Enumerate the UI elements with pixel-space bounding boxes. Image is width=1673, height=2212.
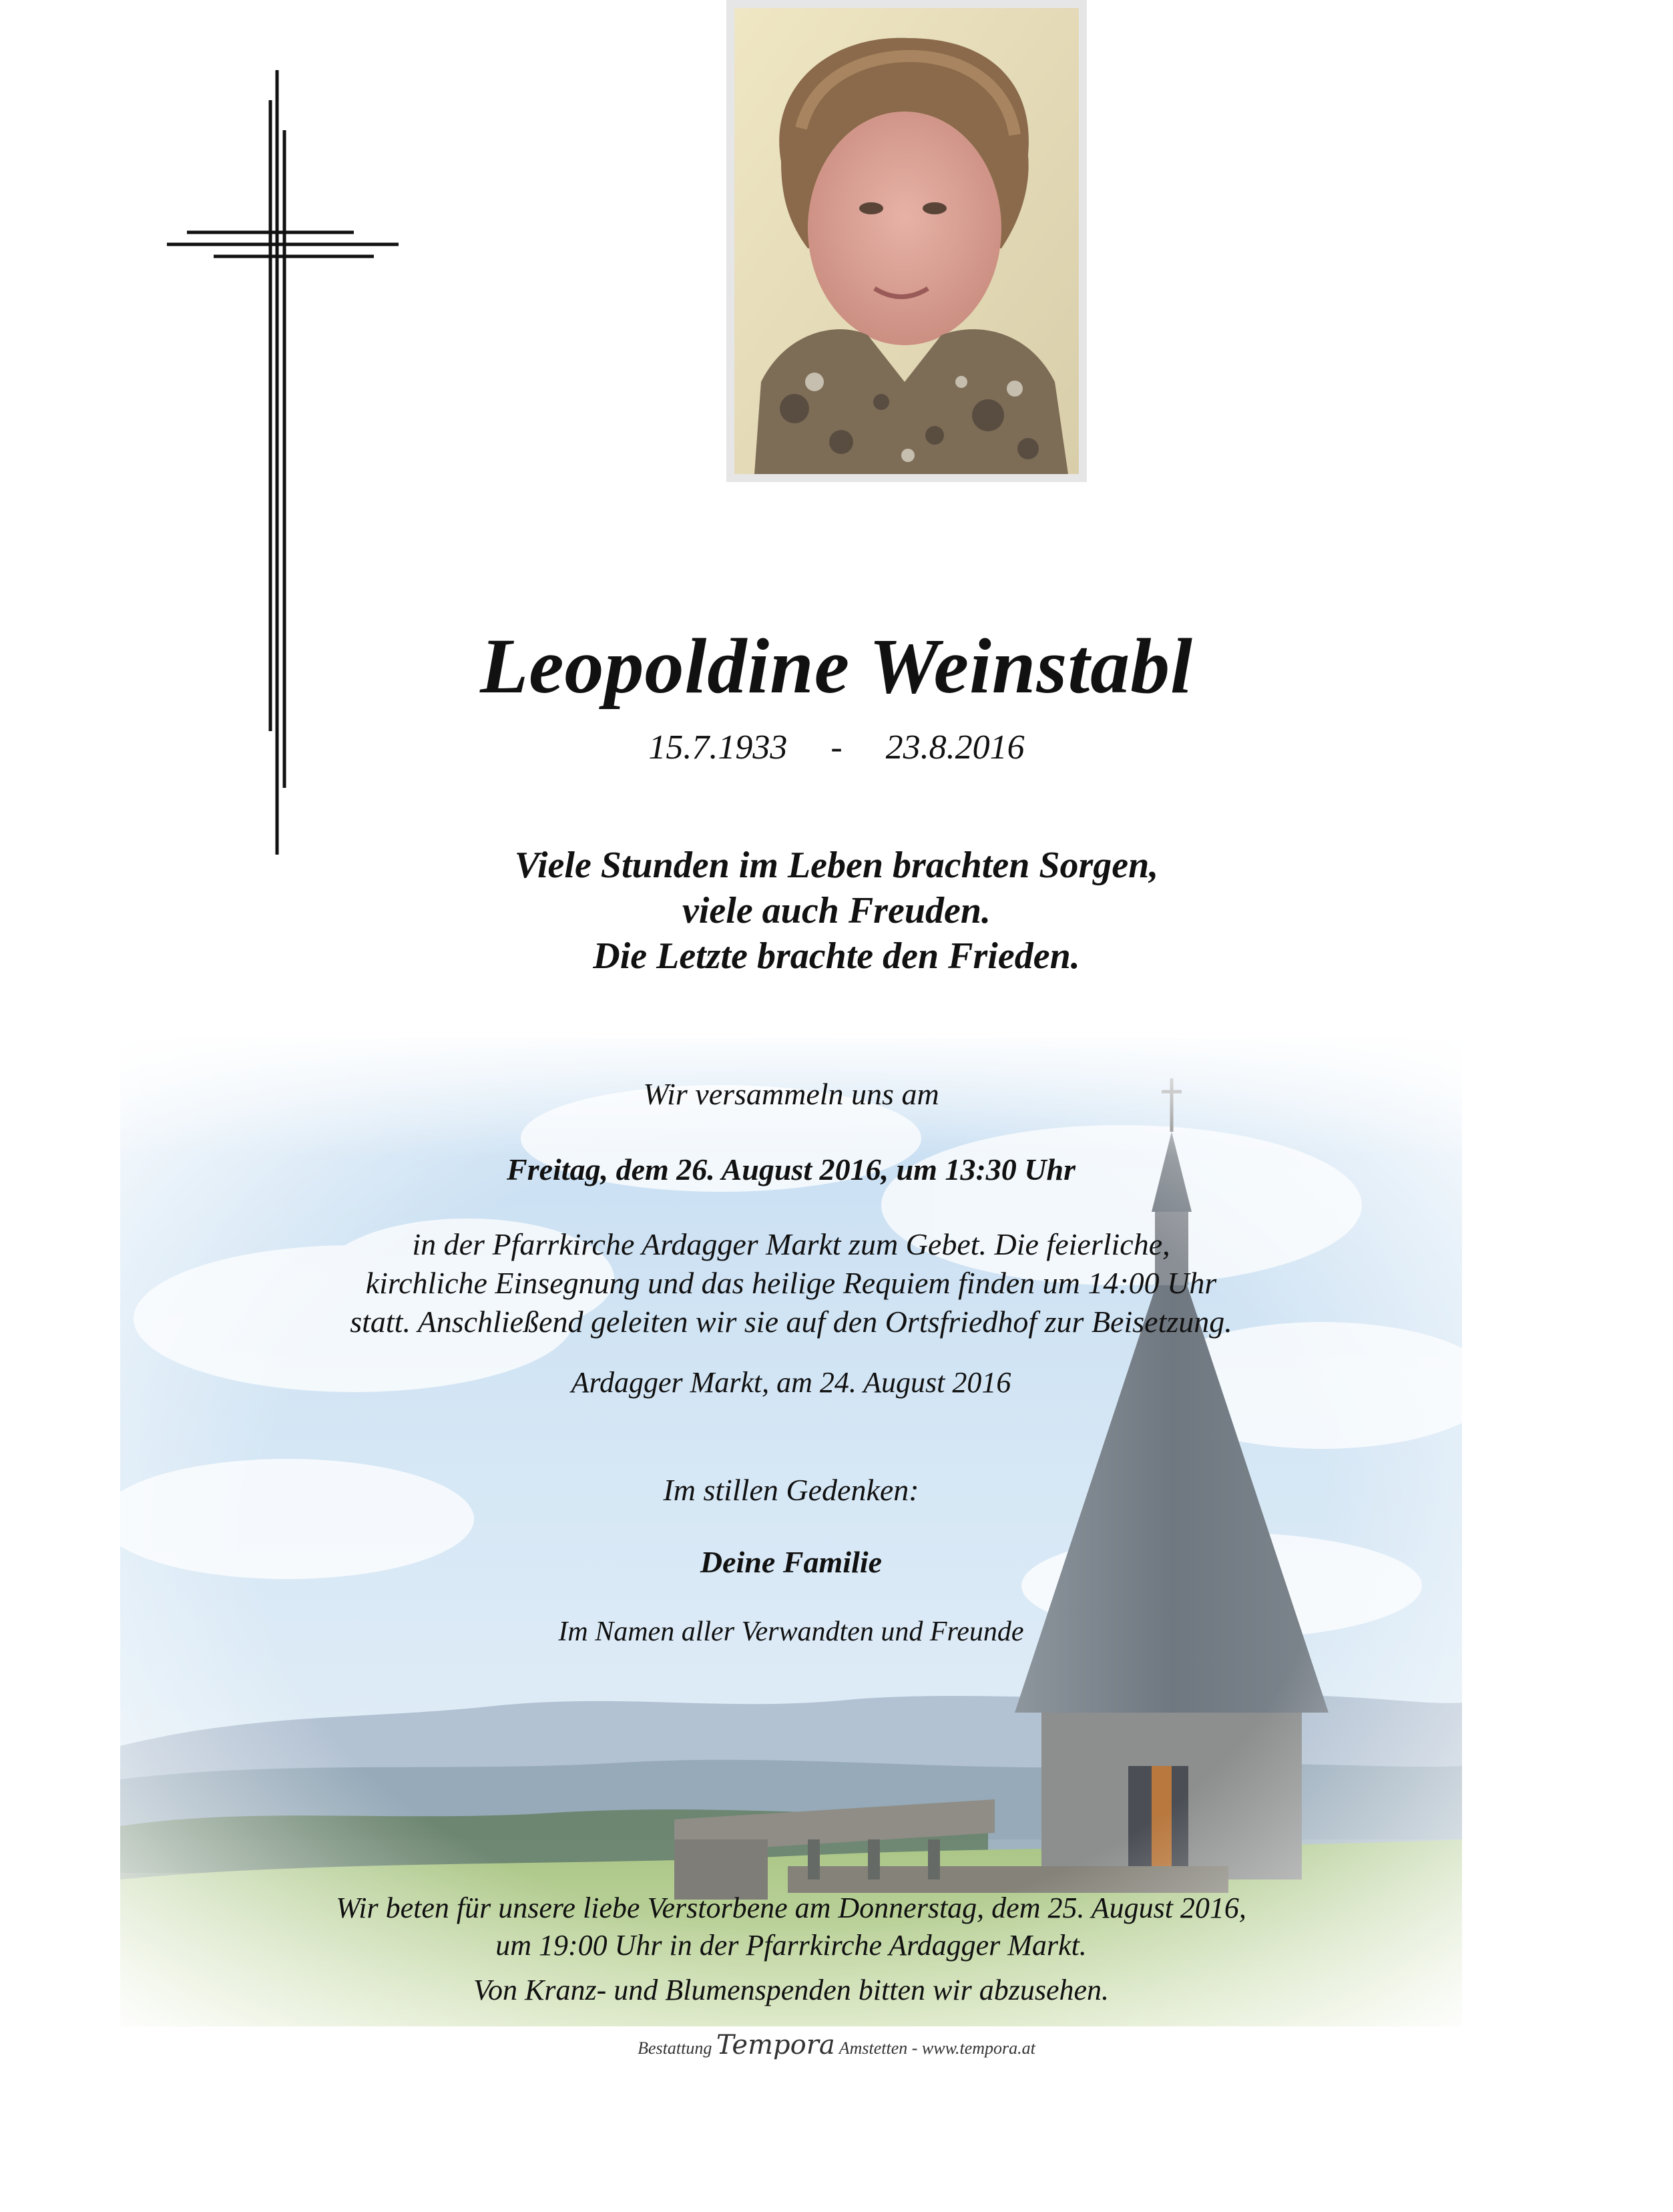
details-line: statt. Anschließend geleiten wir sie auf den Ortsfriedhof zur Beisetzung. [350, 1305, 1232, 1339]
gathering-intro: Wir versammeln uns am [643, 1077, 939, 1111]
deceased-name: Leopoldine Weinstabl [480, 622, 1193, 710]
details-line: in der Pfarrkirche Ardagger Markt zum Gebet. Die feierliche, [412, 1227, 1170, 1261]
prayer-line: Wir beten für unsere liebe Verstorbene am Donnerstag, dem 25. August 2016, [336, 1892, 1246, 1924]
death-date: 23.8.2016 [885, 728, 1025, 766]
quote-line: Viele Stunden im Leben brachten Sorgen, [514, 845, 1159, 886]
date-separator: - [830, 728, 843, 766]
prayer-line: um 19:00 Uhr in der Pfarrkirche Ardagger Markt. [495, 1929, 1087, 1962]
funeral-home-footer [0, 2030, 1673, 2060]
details-line: kirchliche Einsegnung und das heilige Requiem finden um 14:00 Uhr [365, 1266, 1217, 1300]
flowers-note: Von Kranz- und Blumenspenden bitten wir abzusehen. [473, 1974, 1110, 2006]
footer-suffix: Amstetten - www.tempora.at [839, 2038, 1035, 2058]
place-and-date: Ardagger Markt, am 24. August 2016 [571, 1366, 1011, 1399]
footer-prefix: Bestattung [638, 2038, 712, 2058]
funeral-home-brand: Tempora [716, 2030, 835, 2060]
quote-line: viele auch Freuden. [682, 890, 991, 931]
gathering-details [120, 1225, 1462, 1341]
prayer-notice [120, 1890, 1462, 1964]
remembrance-intro: Im stillen Gedenken: [663, 1473, 919, 1507]
birth-date: 15.7.1933 [648, 728, 788, 766]
memorial-quote [0, 843, 1673, 979]
relatives-line: Im Namen aller Verwandten und Freunde [558, 1616, 1024, 1647]
gathering-date-time: Freitag, dem 26. August 2016, um 13:30 Uhr [507, 1152, 1076, 1186]
quote-line: Die Letzte brachte den Frieden. [593, 935, 1080, 977]
portrait-photo [726, 0, 1087, 482]
family-signature: Deine Familie [700, 1545, 883, 1579]
life-dates [0, 728, 1673, 767]
